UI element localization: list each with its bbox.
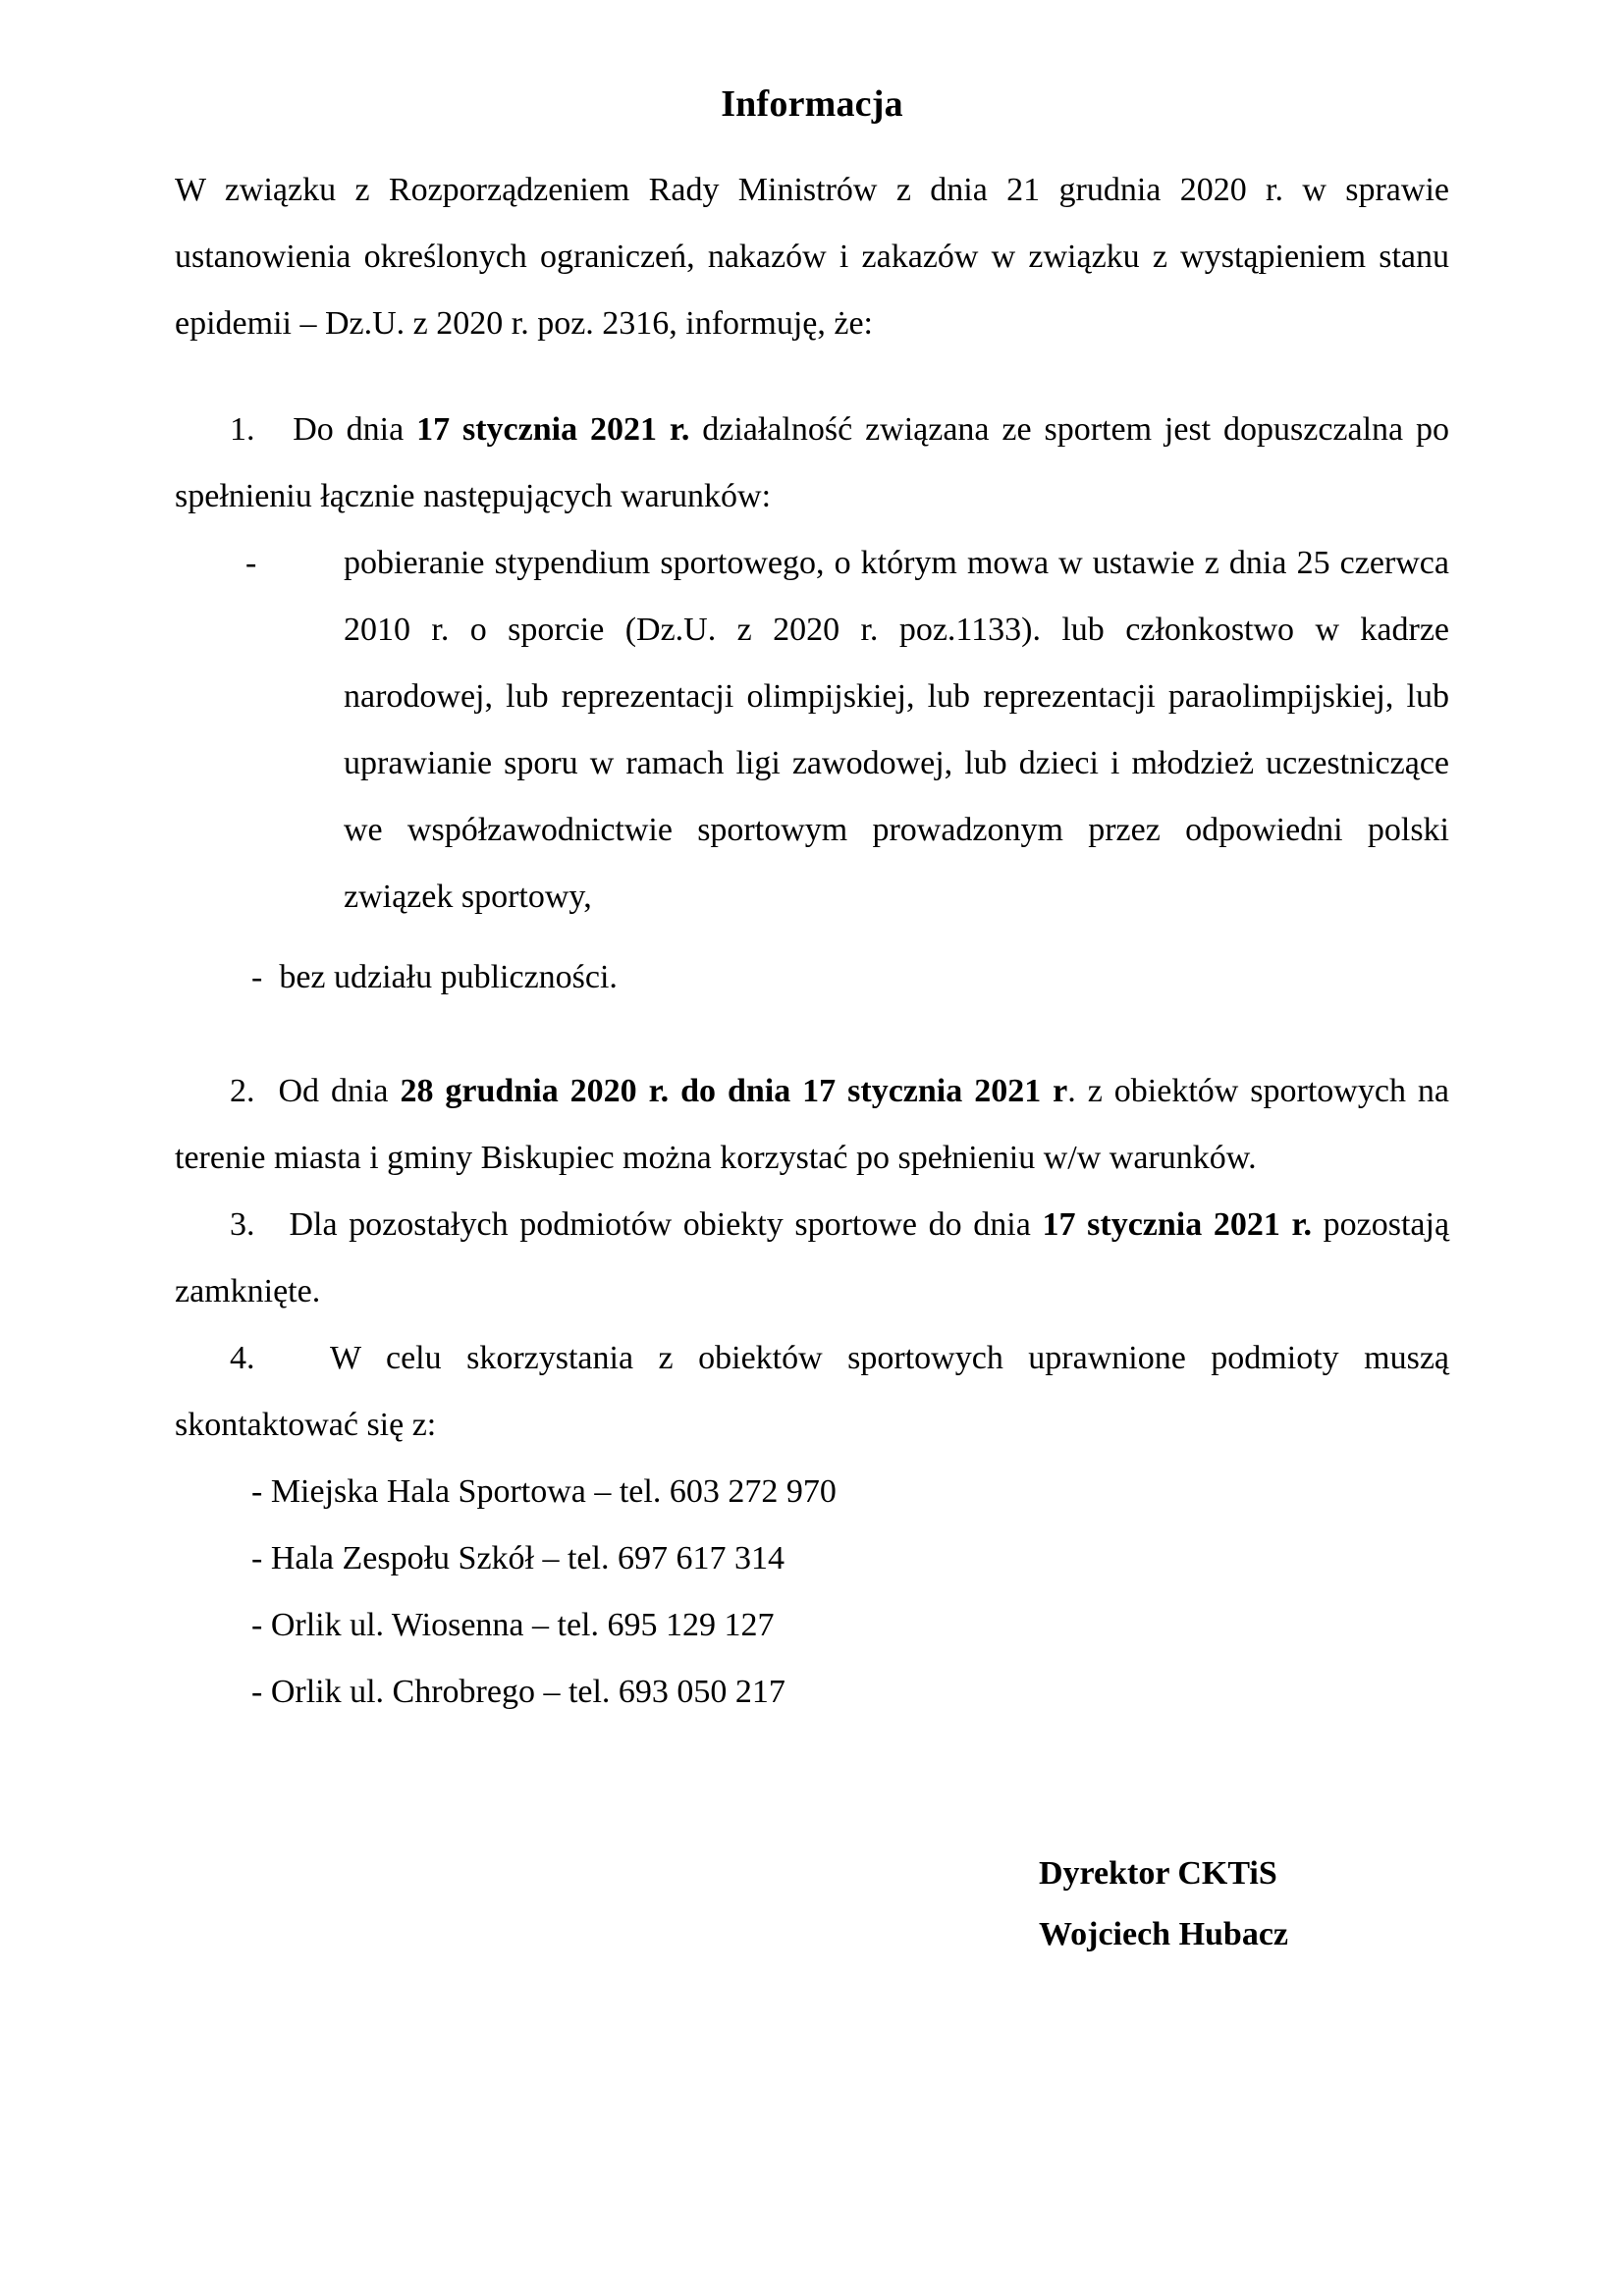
sub-bullet-item: [251, 944, 1449, 1011]
sub-bullet-text: pobieranie stypendium sportowego, o którym mowa w ustawie z dnia 25 czerwca 2010 r. o sporcie (Dz.U. z 2020 r. poz.1133). lub członkostwo w kadrze narodowej, lub reprezentacji olimpijskiej, lub reprezentacji paraolimpijskiej, lub uprawianie sporu w ramach ligi zawodowej, lub dzieci i młodzież uczestniczące we współzawodnictwie sportowym prowadzonym przez odpowiedni polski związek sportowy,: [344, 544, 1449, 915]
contact-list: [251, 1459, 1449, 1726]
list-item-number: 4.: [230, 1339, 255, 1376]
list-item-lead: W celu skorzystania z obiektów sportowych uprawnione podmioty muszą skontaktować się z:: [175, 1339, 1450, 1443]
list-item-rest: . z obiektów sportowych na terenie miasta i gminy Biskupiec można korzystać po spełnieniu w/w warunków.: [175, 1072, 1449, 1176]
sub-bullet-dash: -: [245, 544, 257, 581]
sub-bullet-dash: -: [251, 958, 263, 995]
list-item-lead: Do dnia: [293, 410, 417, 448]
page-title: Informacja: [721, 83, 903, 125]
list-item-bold-date: 28 grudnia 2020 r. do dnia 17 stycznia 2021 r: [400, 1072, 1068, 1109]
list-item-number: 3.: [230, 1205, 255, 1243]
list-item-bold-date: 17 stycznia 2021 r.: [416, 410, 690, 448]
spacer: [175, 1029, 1449, 1058]
contact-line: - Orlik ul. Wiosenna – tel. 695 129 127: [251, 1606, 775, 1643]
list-item-rest: pozostają zamknięte.: [175, 1205, 1450, 1309]
list-item-lead: Od dnia: [278, 1072, 401, 1109]
list-item: [175, 1058, 1449, 1192]
spacer: [175, 379, 1449, 397]
intro-paragraph: W związku z Rozporządzeniem Rady Ministrów z dnia 21 grudnia 2020 r. w sprawie ustanowienia określonych ograniczeń, nakazów i zakazów w związku z wystąpieniem stanu epidemii – Dz.U. z 2020 r. poz. 2316, informuję, że:: [175, 171, 1449, 342]
list-item-bold-date: 17 stycznia 2021 r.: [1042, 1205, 1312, 1243]
sub-bullet-text: bez udziału publiczności.: [279, 958, 618, 995]
list-item-number: 2.: [230, 1072, 255, 1109]
list-item: [175, 397, 1449, 530]
sub-bullet-item: [245, 530, 1449, 931]
list-item: [175, 1192, 1449, 1325]
list-item-lead: Dla pozostałych podmiotów obiekty sportowe do dnia: [289, 1205, 1043, 1243]
signature-block: [175, 1843, 1449, 1965]
list-item: [175, 1325, 1449, 1459]
list-item-rest: działalność związana ze sportem jest dopuszczalna po spełnieniu łącznie następujących warunków:: [175, 410, 1450, 514]
signature-role: Dyrektor CKTiS: [1039, 1854, 1277, 1892]
contact-line: - Orlik ul. Chrobrego – tel. 693 050 217: [251, 1673, 785, 1710]
contact-line: - Hala Zespołu Szkół – tel. 697 617 314: [251, 1539, 785, 1576]
list-item-number: 1.: [230, 410, 255, 448]
contact-line: - Miejska Hala Sportowa – tel. 603 272 970: [251, 1472, 837, 1510]
signature-name: Wojciech Hubacz: [1039, 1915, 1289, 1952]
